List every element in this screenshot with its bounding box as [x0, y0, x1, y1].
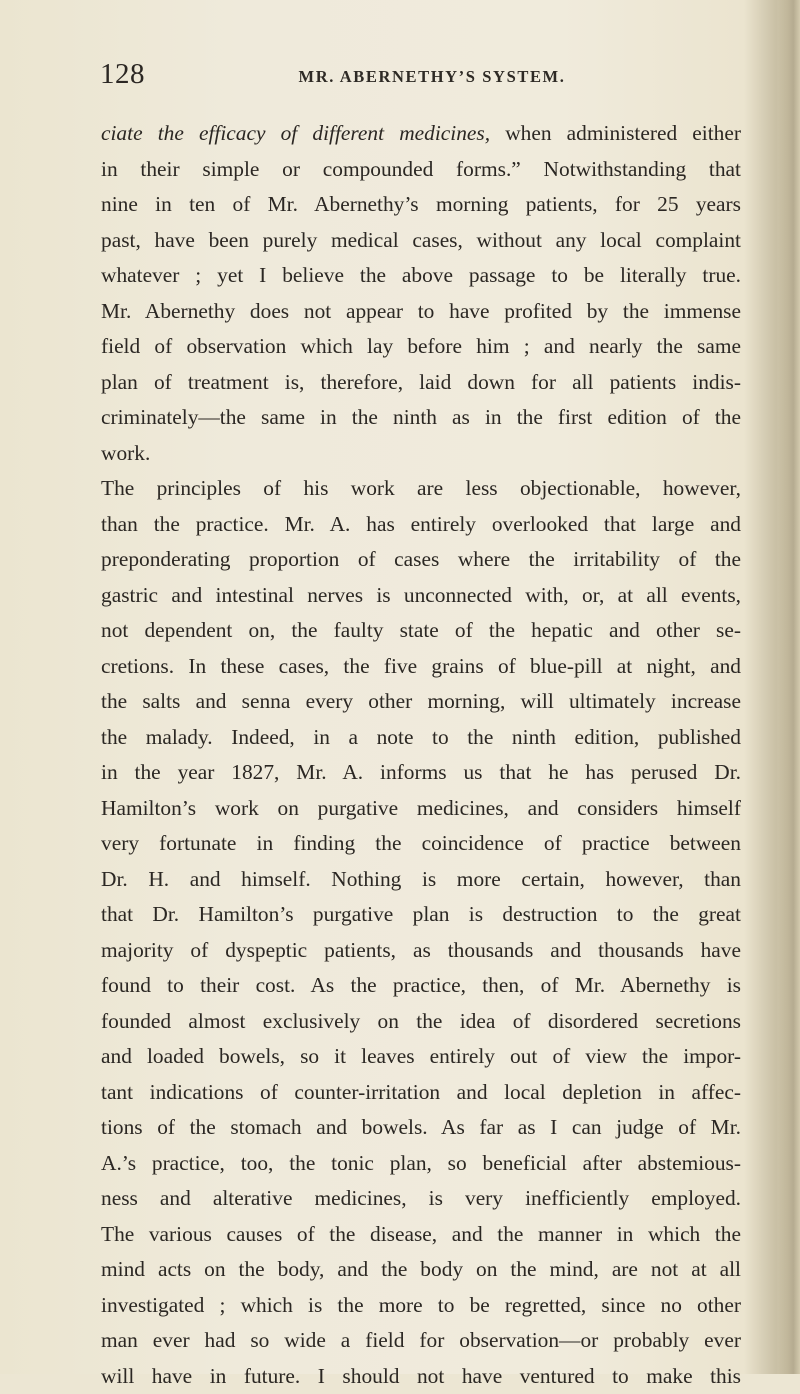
text-line: than the practice. Mr. A. has entirely overlooked that large and — [101, 507, 741, 543]
text-line: mind acts on the body, and the body on the mind, are not at all — [101, 1252, 741, 1288]
text-line: the malady. Indeed, in a note to the ninth edition, published — [101, 720, 741, 756]
italic-phrase: ciate the efficacy of different medicines, — [101, 121, 490, 145]
page-number: 128 — [100, 58, 145, 91]
text-line: very fortunate in finding the coincidence of practice between — [101, 826, 741, 862]
text-line: Hamilton’s work on purgative medicines, and considers himself — [101, 791, 741, 827]
text-line: A.’s practice, too, the tonic plan, so beneficial after abstemious- — [101, 1146, 741, 1182]
text-line: The principles of his work are less objectionable, however, — [101, 471, 741, 507]
text-line: the salts and senna every other morning, will ultimately increase — [101, 684, 741, 720]
text-line: majority of dyspeptic patients, as thousands and thousands have — [101, 933, 741, 969]
text-line: founded almost exclusively on the idea of disordered secretions — [101, 1004, 741, 1040]
text-fragment: when administered either — [490, 121, 741, 145]
text-line: work. — [101, 436, 741, 472]
text-line: The various causes of the disease, and the manner in which the — [101, 1217, 741, 1253]
text-line: and loaded bowels, so it leaves entirely out of view the impor- — [101, 1039, 741, 1075]
text-line: cretions. In these cases, the five grains of blue-pill at night, and — [101, 649, 741, 685]
text-line: whatever ; yet I believe the above passage to be literally true. — [101, 258, 741, 294]
text-line: not dependent on, the faulty state of the hepatic and other se- — [101, 613, 741, 649]
running-head — [100, 58, 740, 92]
text-line: field of observation which lay before him ; and nearly the same — [101, 329, 741, 365]
text-line: gastric and intestinal nerves is unconnected with, or, at all events, — [101, 578, 741, 614]
text-line: that Dr. Hamilton’s purgative plan is destruction to the great — [101, 897, 741, 933]
text-line: investigated ; which is the more to be regretted, since no other — [101, 1288, 741, 1324]
page-edge-shadow — [778, 0, 800, 1374]
text-line: found to their cost. As the practice, then, of Mr. Abernethy is — [101, 968, 741, 1004]
text-line: tant indications of counter-irritation and local depletion in affec- — [101, 1075, 741, 1111]
text-line: ness and alterative medicines, is very inefficiently employed. — [101, 1181, 741, 1217]
text-line — [101, 116, 741, 152]
text-line: Mr. Abernethy does not appear to have profited by the immense — [101, 294, 741, 330]
text-line: will have in future. I should not have ventured to make this — [101, 1359, 741, 1394]
text-line: in their simple or compounded forms.” Notwithstanding that — [101, 152, 741, 188]
text-line: in the year 1827, Mr. A. informs us that he has perused Dr. — [101, 755, 741, 791]
running-title: MR. ABERNETHY’S SYSTEM. — [100, 67, 740, 87]
text-line: nine in ten of Mr. Abernethy’s morning patients, for 25 years — [101, 187, 741, 223]
text-line: plan of treatment is, therefore, laid down for all patients indis- — [101, 365, 741, 401]
text-line: tions of the stomach and bowels. As far as I can judge of Mr. — [101, 1110, 741, 1146]
body-text — [101, 116, 741, 1394]
text-line: criminately—the same in the ninth as in the first edition of the — [101, 400, 741, 436]
text-line: past, have been purely medical cases, without any local complaint — [101, 223, 741, 259]
text-line: man ever had so wide a field for observation—or probably ever — [101, 1323, 741, 1359]
text-line: Dr. H. and himself. Nothing is more certain, however, than — [101, 862, 741, 898]
text-line: preponderating proportion of cases where the irritability of the — [101, 542, 741, 578]
